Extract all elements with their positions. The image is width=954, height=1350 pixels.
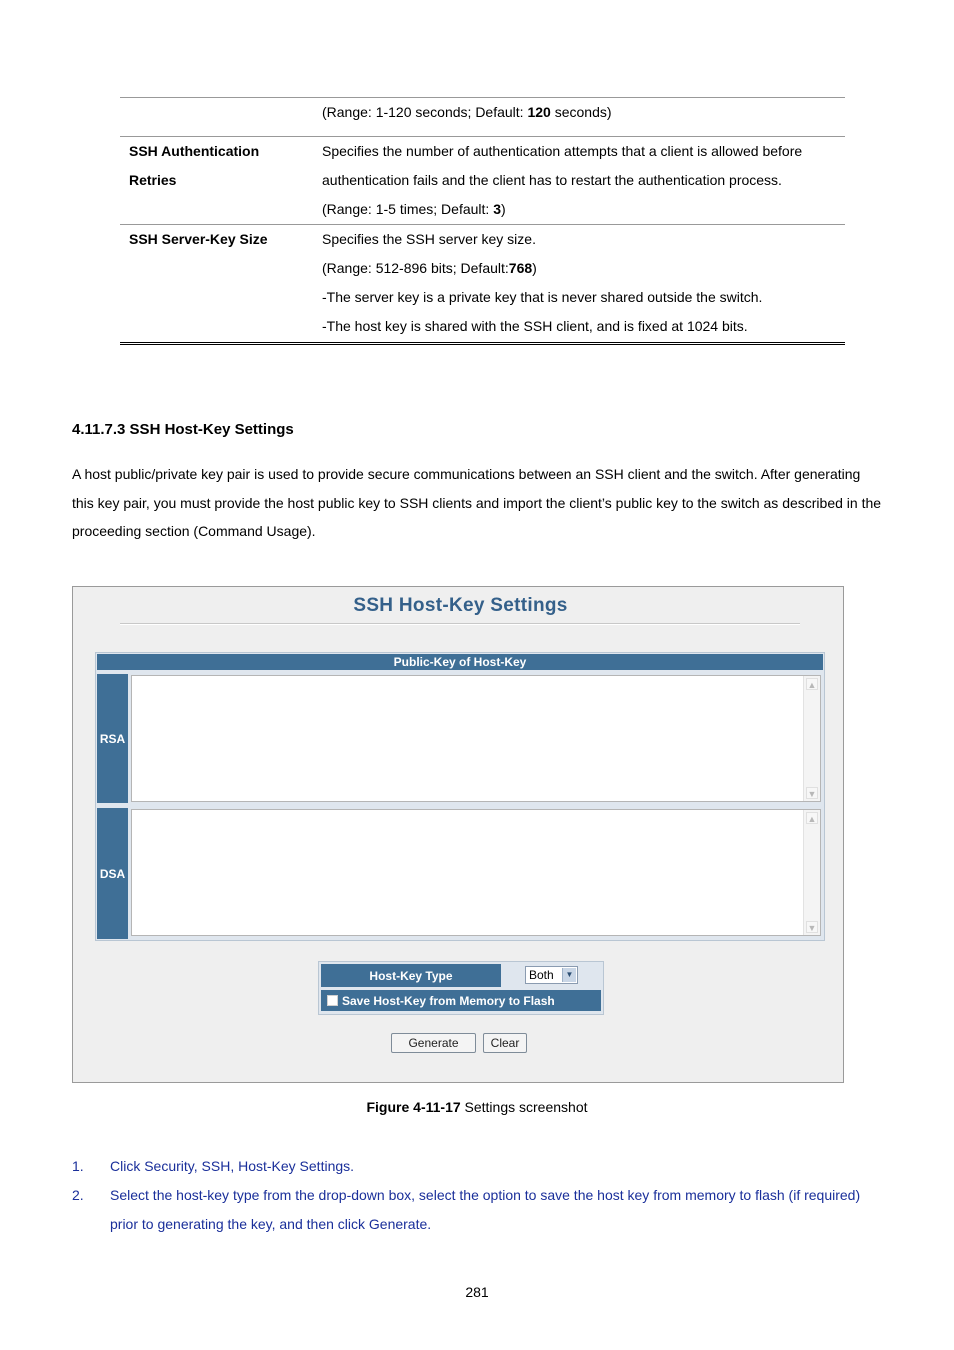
save-to-flash-label: Save Host-Key from Memory to Flash bbox=[342, 993, 555, 1008]
param-name-cell: SSH Server-Key Size bbox=[120, 225, 322, 344]
host-key-type-select[interactable] bbox=[525, 966, 578, 984]
rsa-key-area bbox=[131, 675, 821, 802]
host-key-type-label: Host-Key Type bbox=[321, 964, 501, 987]
param-desc-cell: Specifies the SSH server key size. (Range: 512-896 bits; Default:768) -The server key is a private key that is never shared outside the switch. -The host key is shared with the SSH client, and is fixed at 1024 bits. bbox=[322, 225, 845, 344]
dsa-scrollbar[interactable] bbox=[803, 810, 820, 935]
dsa-key-textarea[interactable] bbox=[132, 810, 804, 935]
table-row bbox=[120, 225, 845, 344]
chevron-down-icon[interactable]: ▼ bbox=[562, 968, 576, 982]
figure-caption: Figure 4-11-17 Settings screenshot bbox=[366, 1099, 588, 1115]
rsa-label: RSA bbox=[97, 674, 128, 803]
divider bbox=[120, 623, 800, 625]
parameter-table bbox=[120, 97, 845, 345]
scroll-up-icon[interactable]: ▲ bbox=[807, 814, 817, 824]
public-key-header: Public-Key of Host-Key bbox=[97, 654, 823, 670]
public-key-box bbox=[95, 652, 825, 941]
table-row bbox=[120, 137, 845, 225]
rsa-scrollbar[interactable] bbox=[803, 676, 820, 801]
scroll-down-icon[interactable]: ▼ bbox=[807, 789, 817, 799]
rsa-key-textarea[interactable] bbox=[132, 676, 804, 801]
settings-screenshot bbox=[72, 586, 844, 1083]
generate-button[interactable]: Generate bbox=[391, 1033, 476, 1053]
param-name-cell bbox=[120, 98, 322, 137]
scroll-up-icon[interactable]: ▲ bbox=[807, 680, 817, 690]
steps-list bbox=[72, 1152, 892, 1239]
param-desc-cell: (Range: 1-120 seconds; Default: 120 seconds) bbox=[322, 98, 845, 137]
dsa-label: DSA bbox=[97, 808, 128, 939]
intro-paragraph: A host public/private key pair is used to provide secure communications between an SSH client and the switch. After generating this key pair, you must provide the host public key to SSH clients and import the client’s public key to the switch as described in the proceeding section (Command Usage). bbox=[72, 466, 882, 539]
param-name-cell: SSH Authentication Retries bbox=[120, 137, 322, 225]
host-key-type-value: Both bbox=[529, 968, 554, 982]
scroll-down-icon[interactable]: ▼ bbox=[807, 923, 817, 933]
list-item: 2. Select the host-key type from the drop-down box, select the option to save the host key from memory to flash (if required) prior to generating the key, and then click Generate. bbox=[72, 1187, 861, 1232]
param-desc-cell: Specifies the number of authentication attempts that a client is allowed before authentication fails and the client has to restart the authentication process. (Range: 1-5 times; Default: 3) bbox=[322, 137, 845, 225]
clear-button[interactable]: Clear bbox=[483, 1033, 527, 1053]
dsa-key-area bbox=[131, 809, 821, 936]
page-number: 281 bbox=[465, 1284, 489, 1300]
section-heading: 4.11.7.3 SSH Host-Key Settings bbox=[72, 421, 294, 438]
list-item: 1. Click Security, SSH, Host-Key Settings. bbox=[72, 1158, 355, 1174]
panel-title: SSH Host-Key Settings bbox=[353, 595, 568, 616]
host-key-options bbox=[318, 961, 604, 1015]
save-to-flash-checkbox[interactable] bbox=[327, 995, 338, 1006]
table-row bbox=[120, 98, 845, 137]
save-to-flash-option bbox=[321, 990, 601, 1011]
